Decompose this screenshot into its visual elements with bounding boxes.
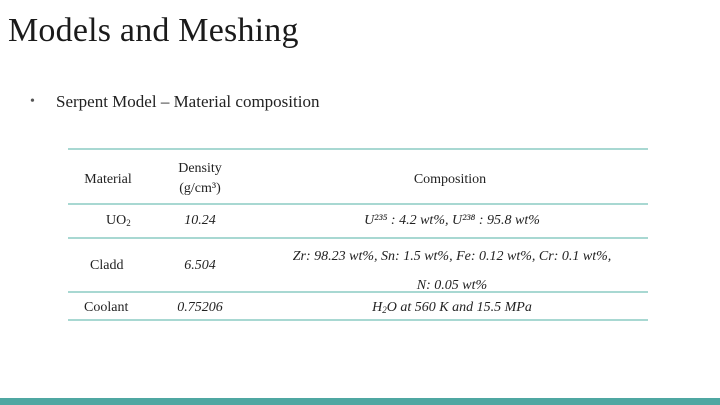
header-composition: Composition (413, 172, 487, 187)
bullet-text: Serpent Model – Material composition (56, 92, 320, 111)
table-header-rule (68, 203, 648, 205)
header-density-line1: Density (178, 161, 222, 176)
row1-material (106, 213, 131, 229)
header-material: Material (84, 172, 132, 187)
bullet-marker: • (30, 94, 35, 109)
table-top-rule (68, 148, 648, 150)
table-bottom-rule (68, 319, 648, 321)
row1-density: 10.24 (184, 213, 216, 228)
row3-material: Coolant (84, 300, 129, 315)
row2-composition (252, 242, 652, 300)
row2-composition-line1: Zr: 98.23 wt%, Sn: 1.5 wt%, Fe: 0.12 wt%, Cr: 0.1 wt%, (292, 249, 612, 264)
row3-composition-suffix: O at 560 K and 15.5 MPa (386, 300, 532, 315)
row1-material-subscript: 2 (126, 218, 131, 228)
row1-material-prefix: UO (106, 213, 127, 228)
row1-composition: U²³⁵ : 4.2 wt%, U²³⁸ : 95.8 wt% (364, 213, 540, 228)
header-density-line2: (g/cm³) (179, 181, 221, 196)
row3-composition-subscript: 2 (382, 305, 387, 315)
bullet-item (30, 92, 319, 112)
row3-composition-prefix: H (372, 300, 383, 315)
row2-density: 6.504 (184, 258, 216, 273)
row2-composition-line2: N: 0.05 wt% (416, 278, 488, 293)
row2-material: Cladd (90, 258, 124, 273)
slide-title: Models and Meshing (8, 12, 299, 49)
row3-density: 0.75206 (177, 300, 223, 315)
footer-accent-bar (0, 398, 720, 405)
header-density (148, 159, 252, 199)
row3-composition (252, 300, 652, 316)
table-row-rule (68, 237, 648, 239)
